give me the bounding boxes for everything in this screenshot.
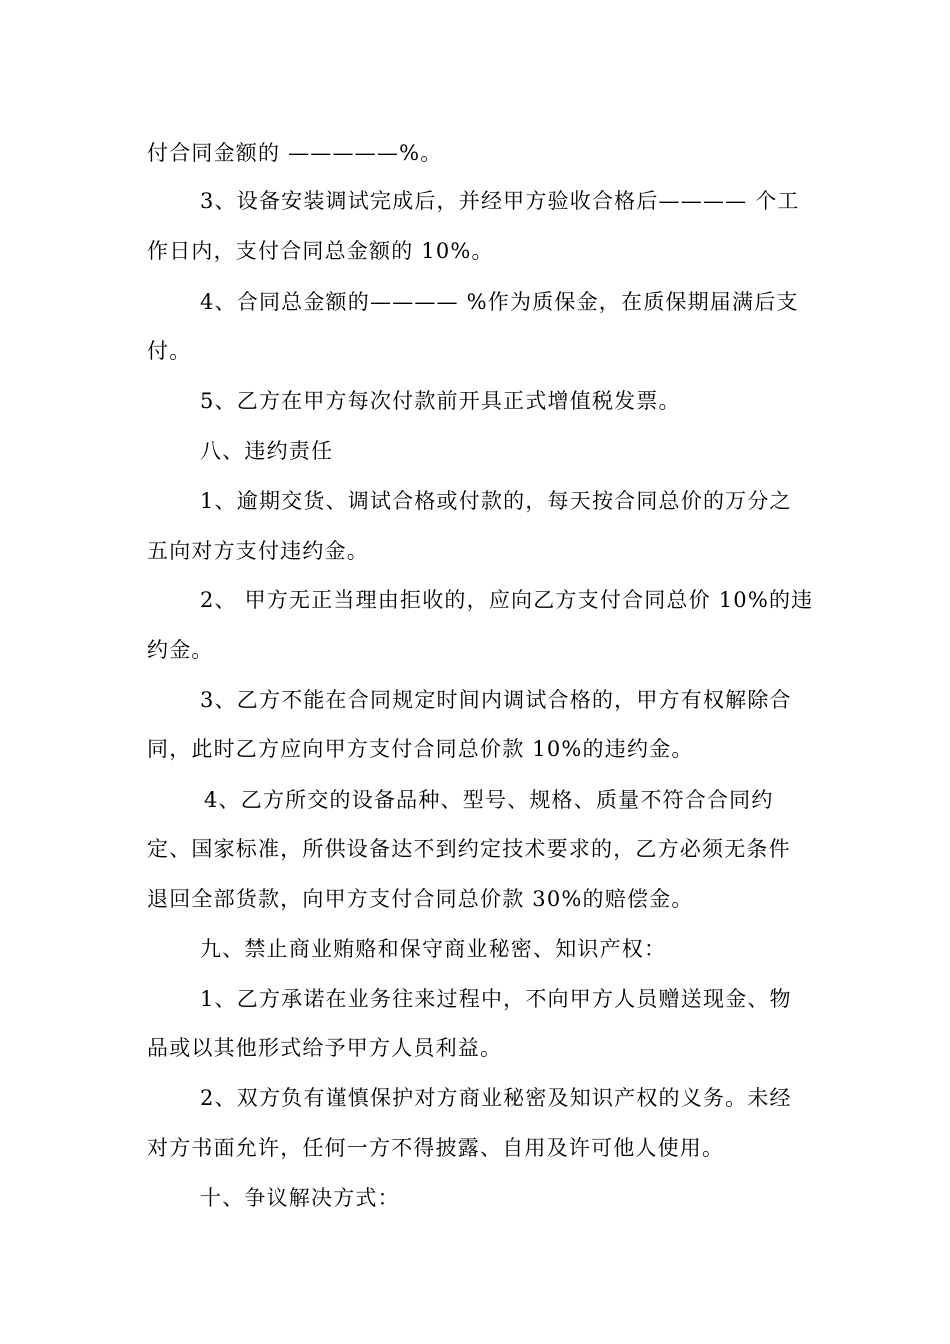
text-line: 1、乙方承诺在业务往来过程中，不向甲方人员赠送现金、物	[200, 987, 792, 1011]
text-line: 4、乙方所交的设备品种、型号、规格、质量不符合合同约	[204, 788, 774, 812]
text-line: 作日内，支付合同总金额的 10%。	[147, 239, 494, 263]
text-line: 付。	[147, 339, 192, 363]
text-line: 2、 甲方无正当理由拒收的，应向乙方支付合同总价 10%的违	[200, 588, 814, 612]
text-line: 约金。	[147, 638, 214, 662]
text-line: 同，此时乙方应向甲方支付合同总价款 10%的违约金。	[147, 737, 694, 761]
text-line: 3、乙方不能在合同规定时间内调试合格的，甲方有权解除合	[200, 688, 792, 712]
section-heading: 十、争议解决方式：	[200, 1186, 400, 1210]
text-line: 5、乙方在甲方每次付款前开具正式增值税发票。	[200, 389, 681, 413]
text-line: 退回全部货款，向甲方支付合同总价款 30%的赔偿金。	[147, 887, 694, 911]
section-heading: 九、禁止商业贿赂和保守商业秘密、知识产权：	[200, 937, 667, 961]
text-line: 付合同金额的 —————%。	[147, 141, 443, 165]
text-line: 1、逾期交货、调试合格或付款的，每天按合同总价的万分之	[200, 489, 792, 513]
text-line: 对方书面允许，任何一方不得披露、自用及许可他人使用。	[147, 1136, 725, 1160]
text-line: 定、国家标准，所供设备达不到约定技术要求的，乙方必须无条件	[147, 837, 791, 861]
text-line: 五向对方支付违约金。	[147, 539, 369, 563]
section-heading: 八、违约责任	[200, 439, 334, 463]
text-line: 2、双方负有谨慎保护对方商业秘密及知识产权的义务。未经	[200, 1086, 792, 1110]
text-line: 品或以其他形式给予甲方人员利益。	[147, 1036, 503, 1060]
text-line: 4、合同总金额的———— %作为质保金，在质保期届满后支	[200, 290, 799, 314]
text-line: 3、设备安装调试完成后，并经甲方验收合格后———— 个工	[200, 189, 800, 213]
